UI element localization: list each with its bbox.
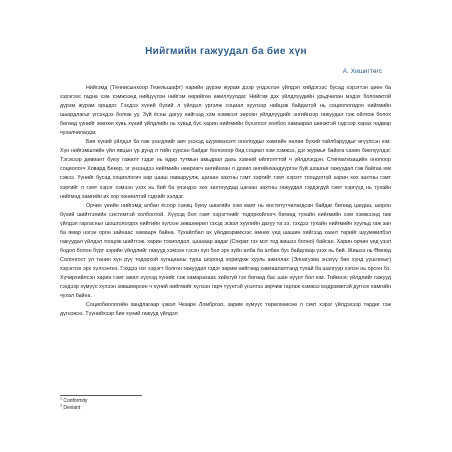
footnote-mark: 2 — [60, 403, 62, 408]
paragraph: Социобиологийн хандлагаар үзвэл Чезаре Ломброзо, зарим хүмүүс төрөлхөөсөө л гэмт хэрэг үйлдэхээр төрдөг гэж дүгнэжээ. Түүнийхээр бие хүний гажууд үйлдэл — [60, 302, 391, 318]
paragraph: Нийгэмд (Тённисынхоор Гезельшафт) нарийн дүрэм журам дээр үндэслэн үйлдэл хийдэгээс бусад хэрэгтэн цөөн ба хэрэгээс гадна хэм хэмжээнд нийцүүлэн нийгэм өөрийгөө ажиллуулдаг. Нийгэм дэх үйлдлүүдийн урьдчилан мэдэх боломжтой дүрэм журам оршдог. Гэхдээ хүний бүхий л үйлдэл ургэлж социал хуулээр нийцэж байдаггүй нь социологидоо нийгмийн шаардлагыг үгсэхдээ болож уу. Зүй ёсны дагуу хийгээд хэм хэмжээг зөрсөн үйлдлүүдийг энгийнээр гажуудал гэж ойлгож болох бөгөөд үүнийг зөвхөн хувь хүний үйлдлийн нь хувьд бус харин нийгмийн бүхэллэг холбоо хамаарал шинжтэй гэдгээр харах чадвар чухалчилагдаг. — [60, 85, 391, 137]
body-text — [60, 84, 391, 319]
footnote-divider — [60, 395, 142, 396]
footnote-text: Conformity — [63, 398, 88, 404]
footnote-mark: 1 — [60, 396, 62, 401]
footnote — [60, 405, 260, 412]
paragraph: Орчин үеийн нийгэмд албан ёсоор санкц буюу шангийн хэм маяг нь институтчилагдсан байдаг бөгөөд цагдаа, шорон бүхий шийтгэлийн системтэй холбоотой. Хүүхэд бол гэмт хэрэгтнийг тодорхойлогч бөгөөд тухайн нийгмийн хэм хэмжээнд гаж үйлдэл гаргасныг шошгологдох нийтийн хүлээн зөвшөөрөл гэхэд эсвэл хуулийн дагуу та ээ, гэхдээ тухайн нийгмийн хуульд гаж зан ба ямар нэгэн орон зайнаас хамаарч байна. Тухайлбал ах үйлдвэржихээс өмнөх үед шашин хийгээд хаант төрийг шуумжилбэл гажуудал үйлдэл тооцож шийтгэж, харин тохиолдол, цаазаар авдаг (Сократ гэх мэт тод жишээ болно) байсан. Харин орчин үед үзэл бодол болон бүрт зэрийн үйлдлийг гажууд хэмээн гэсэн хүн бол эрх зүйн алба ба албан бус байдлаар үзэх нь бий. Жишээ нь Өмнөд Солонгост ул танин хүн рүү тодорхой хугацааны турш шоронд хоригдож хууль ажиллах (Элнагузва энэхүү бие хүнд уушгиныг) хэрэглэх эрх хүлээнгнэ. Гэхдээ нэг хэрэгт болгон гажуудал гэдэг зарим нийгэмд хамгаалалтанд тухай ба шалгуур хэлэн нь орсон бэ. Хүчирхийлсэн харин гэмт ажил хүүхэд хүнийг гэж хамарахаас хийхгүй гэх бөгөөд бас шан нүүнт бол юм. Тиймээс үйлдлийг гажууд гэхдээр хүмүүс хүлээн зөвшөөрсөн ч хүний нийгмийг хүлээн гарч түүнтэй үнэлгээ зөрчиж гаргаж хэмжээ мэдрэмжтэй дүгнэх хамгийн чухал байна. — [60, 202, 391, 300]
document-title: Нийгмийн гажуудал ба бие хүн — [145, 46, 307, 57]
author-name: А. Хишигтөгс — [342, 68, 382, 75]
paragraph: Бие хүний үйлдэл ба гаж үзэгдлийг авч үзэхэд шууммэхэлт онолоудыг хамгийн нөлөө бүхий тайлбаруудыг өгүүлсэн юм. Хүн нийгэмшлийн үйл явцын үр дүнд л тийн сурсан байдаг болохоор бид социал хэм хэмжээ, дэг журмыг байнга сахин биелүүлдэг. Тэгэхээр девиант буюу гажилт гэдэг нь өдөр тутмын амьдрал дахь хэвний өйлголттой ч үйлдлэгдэн. Стигматизацийн онолоор социологч Ховард Бекер, эг үнзэндээ нийгмийн нөөрхөгч ангийнхан л дохио ангийнхандүүргэн буй шошгыг гажуудал гэж байгаа юм гэжээ. Үүнийг бусад социологич нар цааш лавшруулж, цагаан захтны гэмт хэргийг гэмт хэрэгт тооцдоггүй харин хөх захтны гэмт хэргийг л гэмт хэрэг хэмээн үзэх нь бий ба үнэндээ хөх захтнуудад цагаан захтны гажуудал гэрдэгдүй гэмт хэргүүд нь тухайн нийгмэд хамгийн их хор хөнөөлтэй гэдгийг хэлдэг. — [60, 139, 391, 200]
footnotes — [60, 398, 260, 412]
footnote-text: Deviant — [63, 405, 81, 411]
